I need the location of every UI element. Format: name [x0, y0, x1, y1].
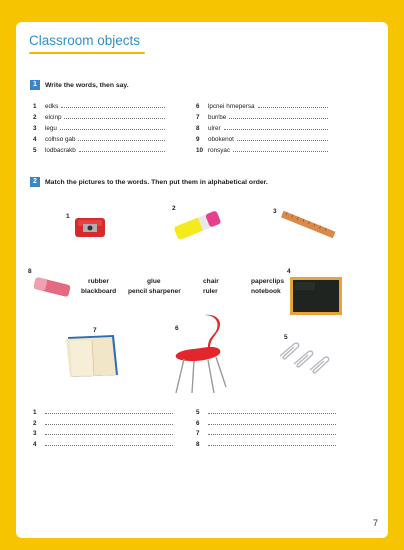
section-2-number: 2 — [30, 177, 40, 187]
word-left-scrambled-word: elcinp — [45, 114, 62, 121]
word-right-scrambled-word: ronsyac — [208, 147, 231, 154]
word-right-row — [196, 124, 328, 132]
word-right-row — [196, 113, 328, 121]
answer-right-row — [196, 419, 336, 427]
wordbank-notebook: notebook — [251, 288, 281, 295]
picture-number-notebook: 7 — [93, 327, 97, 334]
word-right-scrambled-word: burrbe — [208, 114, 227, 121]
answer-right-number: 6 — [196, 419, 200, 427]
answer-right-row — [196, 440, 336, 448]
word-right-answer-line[interactable] — [233, 146, 328, 152]
ruler-image — [278, 208, 338, 247]
word-right-number: 6 — [196, 103, 200, 110]
answer-left-number: 3 — [33, 430, 37, 437]
wordbank-ruler: ruler — [203, 288, 218, 295]
section-2-instruction: Match the pictures to the words. Then put them in alphabetical order. — [45, 179, 268, 186]
word-left-scrambled-word: colhso gab — [45, 136, 76, 143]
answer-left-line[interactable] — [45, 408, 173, 414]
picture-number-blackboard: 4 — [287, 268, 291, 275]
answer-left-line[interactable] — [45, 429, 173, 435]
answer-right-row — [196, 429, 336, 437]
picture-number-glue: 2 — [172, 205, 176, 212]
word-right-scrambled-word: lpcnei hrnepersa — [208, 103, 255, 110]
word-left-number: 4 — [33, 136, 37, 143]
section-1-instruction: Write the words, then say. — [45, 82, 129, 89]
word-left-scrambled-word: lodbacrakb — [45, 147, 76, 154]
answer-left-line[interactable] — [45, 440, 173, 446]
word-right-number: 8 — [196, 125, 200, 132]
answer-right-number: 5 — [196, 409, 200, 416]
blackboard-image — [289, 276, 343, 321]
wordbank-glue: glue — [147, 278, 161, 285]
answer-left-row — [33, 419, 173, 427]
answer-left-line[interactable] — [45, 419, 173, 425]
glue-stick-image — [168, 206, 228, 247]
word-left-number: 5 — [33, 147, 37, 154]
picture-number-chair: 6 — [175, 325, 179, 332]
paperclips-image — [276, 336, 340, 381]
word-left-row — [33, 113, 165, 121]
answer-right-number: 7 — [196, 430, 200, 437]
word-right-row — [196, 135, 328, 143]
rubber-image — [30, 274, 74, 305]
word-left-row — [33, 124, 165, 132]
wordbank-rubber: rubber — [88, 278, 109, 285]
word-left-row — [33, 102, 165, 110]
word-left-answer-line[interactable] — [61, 102, 165, 108]
wordbank-chair: chair — [203, 278, 219, 285]
word-left-row — [33, 135, 165, 143]
word-right-number: 9 — [196, 136, 200, 143]
answer-right-line[interactable] — [208, 429, 336, 435]
word-right-scrambled-word: ulrer — [208, 125, 221, 132]
answer-left-row — [33, 440, 173, 448]
answer-left-number: 4 — [33, 440, 37, 448]
answer-left-row — [33, 429, 173, 437]
answer-left-number: 1 — [33, 409, 37, 416]
section-1-number: 1 — [30, 80, 40, 90]
word-left-number: 1 — [33, 103, 37, 110]
word-left-number: 3 — [33, 125, 37, 132]
page-number: 7 — [372, 518, 378, 528]
picture-number-paperclips: 5 — [284, 334, 288, 341]
answer-right-row — [196, 408, 336, 416]
picture-number-sharpener: 1 — [66, 213, 70, 220]
word-left-scrambled-word: edks — [45, 103, 59, 110]
word-right-row — [196, 102, 328, 110]
pencil-sharpener-image — [72, 214, 108, 245]
notebook-image — [62, 331, 124, 386]
wordbank-blackboard: blackboard — [81, 288, 117, 295]
word-right-row — [196, 146, 328, 154]
answer-right-line[interactable] — [208, 440, 336, 446]
word-left-answer-line[interactable] — [78, 135, 165, 141]
answer-left-number: 2 — [33, 419, 37, 427]
answer-right-number: 8 — [196, 440, 200, 448]
chair-image — [170, 313, 232, 400]
wordbank-pencil-sharpener: pencil sharpener — [128, 288, 181, 295]
word-left-answer-line[interactable] — [79, 146, 165, 152]
word-right-scrambled-word: obokenot — [208, 136, 234, 143]
word-right-answer-line[interactable] — [224, 124, 328, 130]
word-left-answer-line[interactable] — [64, 113, 165, 119]
page-title: Classroom objects — [29, 33, 141, 48]
word-left-row — [33, 146, 165, 154]
picture-number-ruler: 3 — [273, 208, 277, 215]
answer-right-line[interactable] — [208, 419, 336, 425]
answer-right-line[interactable] — [208, 408, 336, 414]
word-right-answer-line[interactable] — [237, 135, 328, 141]
word-right-answer-line[interactable] — [229, 113, 328, 119]
word-left-number: 2 — [33, 114, 37, 121]
word-left-scrambled-word: legu — [45, 125, 57, 132]
word-left-answer-line[interactable] — [60, 124, 165, 130]
answer-left-row — [33, 408, 173, 416]
wordbank-paperclips: paperclips — [251, 278, 284, 285]
title-underline — [29, 52, 145, 54]
word-right-number: 7 — [196, 114, 200, 121]
word-right-answer-line[interactable] — [258, 102, 328, 108]
word-right-number: 10 — [196, 147, 204, 154]
picture-number-rubber: 8 — [28, 268, 32, 275]
